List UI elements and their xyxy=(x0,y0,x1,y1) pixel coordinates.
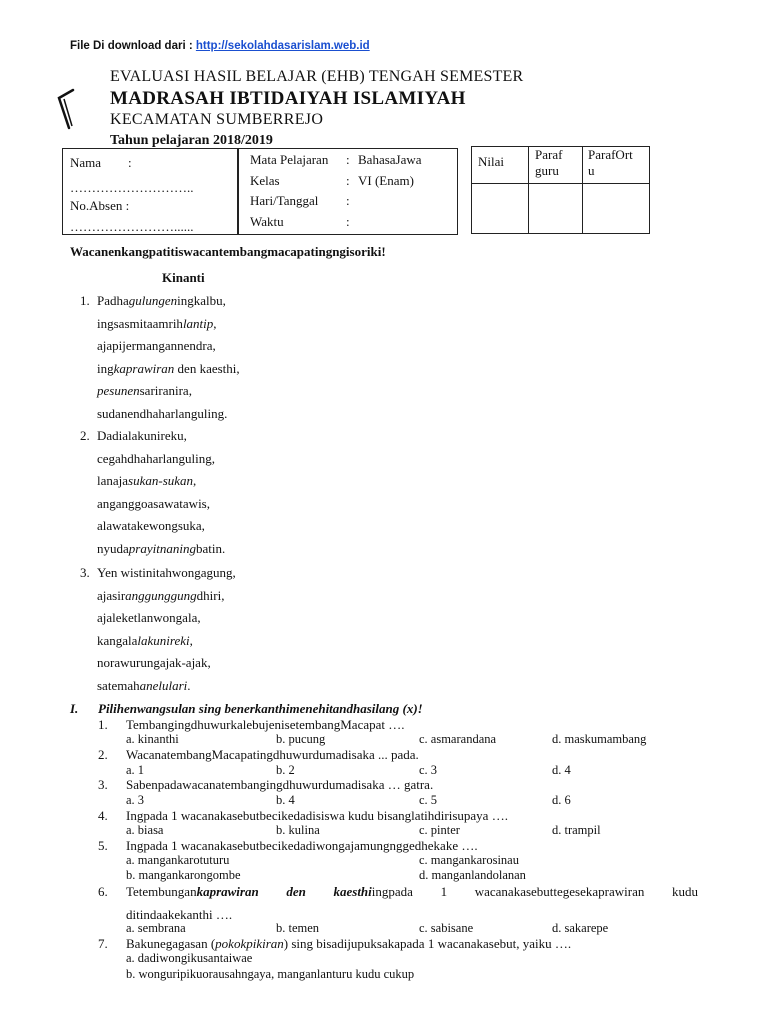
nilai-label: Nilai xyxy=(478,154,504,169)
stanza-number: 1. xyxy=(80,293,90,308)
question-number: 7. xyxy=(98,936,108,951)
answer-option[interactable]: b. 2 xyxy=(276,763,295,777)
nama-field[interactable]: ……………………….. xyxy=(70,180,194,195)
answer-option[interactable]: c. mangankarosinau xyxy=(419,853,519,867)
answer-option[interactable]: b. 4 xyxy=(276,793,295,807)
answer-option[interactable]: a. mangankarotuturu xyxy=(126,853,230,867)
question-text: Tetembungankaprawiran den kaesthiingpada 1 wacanakasebuttegesekaprawiran kudu xyxy=(126,884,698,899)
poem-line: anganggoasawatawis, xyxy=(97,495,210,511)
exam-title: EVALUASI HASIL BELAJAR (EHB) TENGAH SEMESTER xyxy=(110,68,524,85)
question-text: Bakunegagasan (pokokpikiran) sing bisadijupuksakapada 1 wacanakasebut, yaiku …. xyxy=(126,936,572,951)
poem-line: ajasiranggunggungdhiri, xyxy=(97,587,225,603)
answer-option[interactable]: c. 3 xyxy=(419,763,438,777)
section-number: I. xyxy=(70,701,79,716)
answer-option[interactable]: b. pucung xyxy=(276,732,326,746)
paraf-guru-label-2: guru xyxy=(535,163,559,178)
answer-option[interactable]: b. mangankarongombe xyxy=(126,868,241,882)
mapel-value: BahasaJawa xyxy=(358,152,422,167)
answer-option[interactable]: d. 6 xyxy=(552,793,571,807)
poem-line: ajaleketlanwongala, xyxy=(97,610,201,625)
answer-option[interactable]: b. temen xyxy=(276,921,320,935)
poem-line: kangalalakunireki, xyxy=(97,632,193,648)
absen-label: No.Absen : xyxy=(70,198,130,213)
poem-line: norawurungajak-ajak, xyxy=(97,655,211,670)
absen-field[interactable]: ……………………...... xyxy=(70,219,194,234)
poem-line: Padhagulungeningkalbu, xyxy=(97,293,226,308)
question-number: 1. xyxy=(98,717,108,732)
answer-option[interactable]: c. sabisane xyxy=(419,921,474,935)
hari-label: Hari/Tanggal xyxy=(250,193,319,208)
answer-option[interactable]: a. sembrana xyxy=(126,921,186,935)
poem-line: ajapijermangannendra, xyxy=(97,338,216,353)
poem-line: Dadialakunireku, xyxy=(97,428,187,443)
question-text: WacanatembangMacapatingdhuwurdumadisaka ... pada. xyxy=(126,747,419,762)
poem-line: cegahdhaharlanguling, xyxy=(97,450,216,466)
paraf-guru-label-1: Paraf xyxy=(535,147,563,162)
score-divider xyxy=(471,183,650,184)
poem-line: nyudaprayitnaningbatin. xyxy=(97,540,226,556)
answer-option[interactable]: d. manganlandolanan xyxy=(419,868,526,882)
question-text: Sabenpadawacanatembangingdhuwurdumadisaka … gatra. xyxy=(126,777,434,792)
kelas-colon: : xyxy=(346,173,350,188)
poem-line: ingkaprawiran den kaesthi, xyxy=(97,360,240,376)
waktu-label: Waktu xyxy=(250,214,284,229)
section-title: Pilihenwangsulan sing benerkanthimenehitandhasilang (x)! xyxy=(98,701,423,716)
question-number: 2. xyxy=(98,747,108,762)
poem-line: Yen wistinitahwongagung, xyxy=(97,565,236,580)
question-text: TembangingdhuwurkalebujenisetembangMacapat …. xyxy=(126,717,405,732)
poem-line: ingsasmitaamrihlantip, xyxy=(97,315,217,331)
poem-line: pesunensariranira, xyxy=(97,383,192,398)
answer-option[interactable]: a. biasa xyxy=(126,823,164,837)
poem-line: satemahanelulari. xyxy=(97,677,191,693)
download-label: File Di download dari : xyxy=(70,40,193,52)
answer-option[interactable]: a. 3 xyxy=(126,793,145,807)
mapel-label: Mata Pelajaran xyxy=(250,152,329,167)
answer-option[interactable]: d. trampil xyxy=(552,823,601,837)
answer-option[interactable]: b. kulina xyxy=(276,823,320,837)
question-number: 5. xyxy=(98,838,108,853)
poem-line: alawatakewongsuka, xyxy=(97,518,205,533)
answer-option[interactable]: a. 1 xyxy=(126,763,145,777)
poem-line: lanajasukan-sukan, xyxy=(97,473,197,488)
question-text: Ingpada 1 wacanakasebutbecikedadiwongajamungnggedhekake …. xyxy=(126,838,478,853)
download-line xyxy=(70,40,370,52)
school-name: MADRASAH IBTIDAIYAH ISLAMIYAH xyxy=(110,88,466,109)
waktu-colon: : xyxy=(346,214,350,229)
score-col-divider-2 xyxy=(582,146,583,234)
hari-colon: : xyxy=(346,193,350,208)
stanza-number: 3. xyxy=(80,565,90,580)
scribble-mark-icon xyxy=(55,88,79,132)
question-number: 6. xyxy=(98,884,108,899)
mapel-colon: : xyxy=(346,152,350,167)
answer-option[interactable]: a. kinanthi xyxy=(126,732,179,746)
answer-option[interactable]: d. maskumambang xyxy=(552,732,647,746)
stanza-number: 2. xyxy=(80,428,90,443)
question-text: Ingpada 1 wacanakasebutbecikedadisiswa kudu bisanglatihdirisupaya …. xyxy=(126,808,508,823)
district-name: KECAMATAN SUMBERREJO xyxy=(110,111,324,128)
paraf-ortu-label-1: ParafOrt xyxy=(588,147,633,162)
question-number: 3. xyxy=(98,777,108,792)
answer-option[interactable]: d. sakarepe xyxy=(552,921,609,935)
answer-option[interactable]: c. pinter xyxy=(419,823,460,837)
school-year: Tahun pelajaran 2018/2019 xyxy=(110,133,273,148)
answer-option[interactable]: b. wonguripikuorausahngaya, manganlanturu kudu cukup xyxy=(126,967,415,981)
download-link[interactable]: http://sekolahdasarislam.web.id xyxy=(195,40,370,52)
poem-title: Kinanti xyxy=(162,270,205,285)
poem-line: sudanendhaharlanguling. xyxy=(97,405,228,421)
answer-option[interactable]: c. asmarandana xyxy=(419,732,497,746)
answer-option[interactable]: c. 5 xyxy=(419,793,438,807)
score-col-divider-1 xyxy=(528,146,529,234)
reading-instruction: Wacanenkangpatitiswacantembangmacapatingngisoriki! xyxy=(70,244,386,259)
answer-option[interactable]: a. dadiwongikusantaiwae xyxy=(126,951,253,965)
question-number: 4. xyxy=(98,808,108,823)
nama-colon: : xyxy=(128,155,132,170)
paraf-ortu-label-2: u xyxy=(588,163,595,178)
kelas-label: Kelas xyxy=(250,173,280,188)
question-text-cont: ditindaakekanthi …. xyxy=(126,907,233,922)
answer-option[interactable]: d. 4 xyxy=(552,763,571,777)
kelas-value: VI (Enam) xyxy=(358,173,414,188)
nama-label: Nama xyxy=(70,155,102,170)
